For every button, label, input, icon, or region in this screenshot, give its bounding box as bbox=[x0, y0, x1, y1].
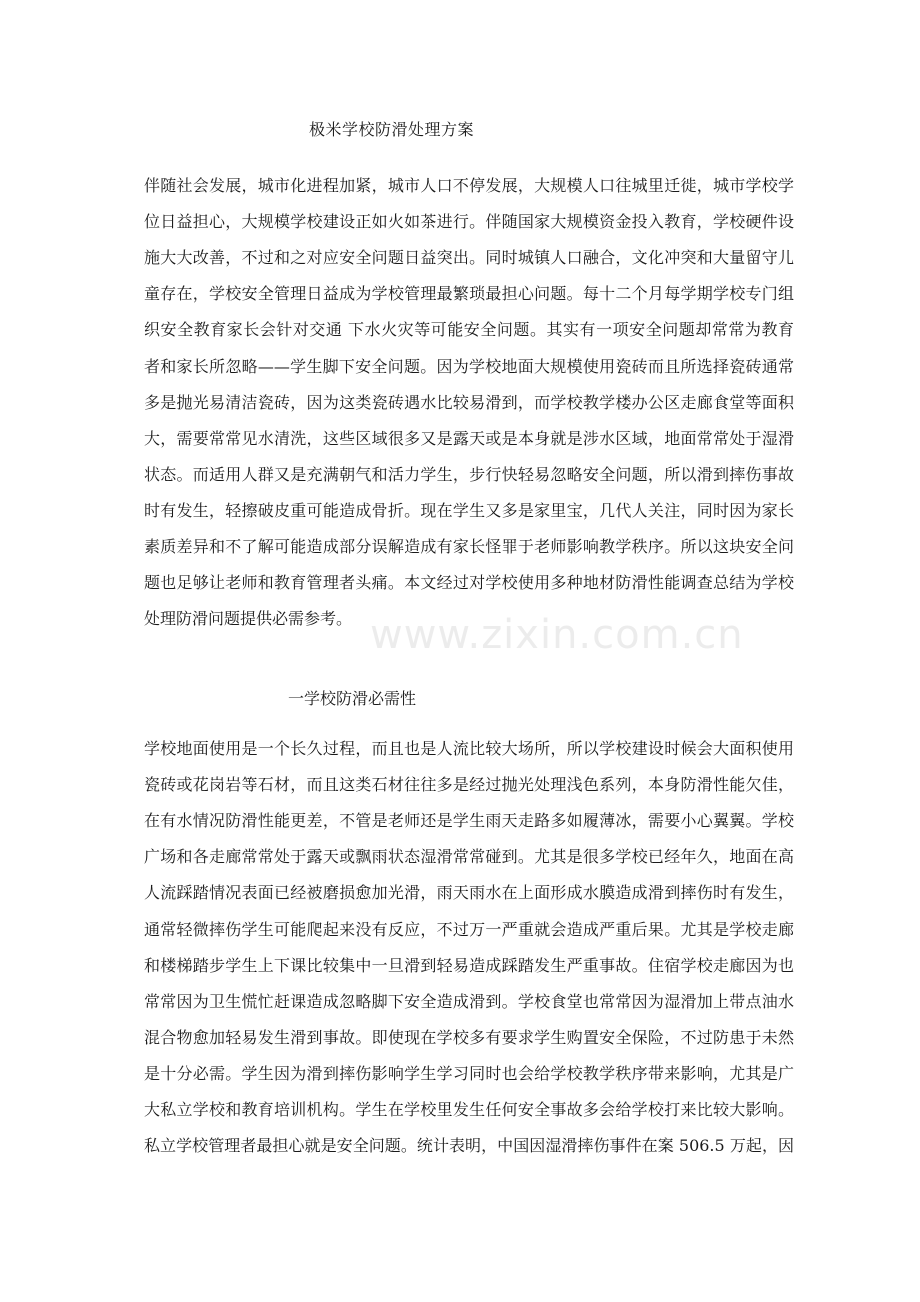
text-line: 在有水情况防滑性能更差，不管是老师还是学生雨天走路多如履薄冰，需要小心翼翼。学校 bbox=[144, 811, 794, 831]
text-line: 广场和各走廊常常处于露天或飘雨状态湿滑常常碰到。尤其是很多学校已经年久，地面在高 bbox=[144, 847, 794, 867]
text-line: 伴随社会发展，城市化进程加紧，城市人口不停发展，大规模人口往城里迁徙，城市学校学 bbox=[144, 176, 794, 195]
text-line: 混合物愈加轻易发生滑到事故。即使现在学校多有要求学生购置安全保险，不过防患于未然 bbox=[144, 1027, 794, 1047]
text-line: 大私立学校和教育培训机构。学生在学校里发生任何安全事故多会给学校打来比较大影响。 bbox=[144, 1100, 794, 1119]
text-line: 人流踩踏情况表面已经被磨损愈加光滑，雨天雨水在上面形成水膜造成滑到摔伤时有发生， bbox=[144, 883, 794, 903]
text-line: 施大大改善，不过和之对应安全问题日益突出。同时城镇人口融合，文化冲突和大量留守儿 bbox=[144, 248, 794, 268]
text-line: 素质差异和不了解可能造成部分误解造成有家长怪罪于老师影响教学秩序。所以这块安全问 bbox=[144, 537, 794, 556]
text-line: 状态。而适用人群又是充满朝气和活力学生，步行快轻易忽略安全问题，所以滑到摔伤事故 bbox=[144, 464, 794, 484]
text-line: 时有发生，轻擦破皮重可能造成骨折。现在学生又多是家里宝，几代人关注，同时因为家长 bbox=[144, 500, 794, 520]
section-heading: 一学校防滑必需性 bbox=[288, 689, 417, 708]
text-line: 织安全教育家长会针对交通 下水火灾等可能安全问题。其实有一项安全问题却常常为教育 bbox=[144, 320, 794, 340]
text-line: 学校地面使用是一个长久过程，而且也是人流比较大场所，所以学校建设时候会大面积使用 bbox=[144, 739, 794, 758]
text-line: 瓷砖或花岗岩等石材，而且这类石材往往多是经过抛光处理浅色系列，本身防滑性能欠佳， bbox=[144, 775, 794, 795]
text-line: 是十分必需。学生因为滑到摔伤影响学生学习同时也会给学校教学秩序带来影响，尤其是广 bbox=[144, 1063, 794, 1083]
watermark: www.zixin.com.cn bbox=[370, 612, 744, 658]
text-line: 者和家长所忽略——学生脚下安全问题。因为学校地面大规模使用瓷砖而且所选择瓷砖通常 bbox=[144, 356, 794, 376]
text-line: 位日益担心，大规模学校建设正如火如茶进行。伴随国家大规模资金投入教育，学校硬件设 bbox=[144, 212, 794, 232]
text-line: 题也足够让老师和教育管理者头痛。本文经过对学校使用多种地材防滑性能调查总结为学校 bbox=[144, 573, 794, 593]
text-line: 多是抛光易清洁瓷砖，因为这类瓷砖遇水比较易滑到，而学校教学楼办公区走廊食堂等面积 bbox=[144, 392, 794, 412]
text-line: 私立学校管理者最担心就是安全问题。统计表明，中国因湿滑摔伤事件在案 506.5 万起，因 bbox=[144, 1136, 794, 1156]
text-line: 和楼梯踏步学生上下课比较集中一旦滑到轻易造成踩踏发生严重事故。住宿学校走廊因为也 bbox=[144, 955, 794, 975]
document-title: 极米学校防滑处理方案 bbox=[309, 120, 475, 139]
text-line: 大，需要常常见水清洗，这些区域很多又是露天或是本身就是涉水区域，地面常常处于湿滑 bbox=[144, 428, 794, 448]
text-line: 常常因为卫生慌忙赶课造成忽略脚下安全造成滑到。学校食堂也常常因为湿滑加上带点油水 bbox=[144, 991, 794, 1011]
text-line: 通常轻微摔伤学生可能爬起来没有反应，不过万一严重就会造成严重后果。尤其是学校走廊 bbox=[144, 919, 794, 939]
text-line: 处理防滑问题提供必需参考。 bbox=[144, 609, 353, 629]
text-line: 童存在，学校安全管理日益成为学校管理最繁琐最担心问题。每十二个月每学期学校专门组 bbox=[144, 284, 794, 304]
